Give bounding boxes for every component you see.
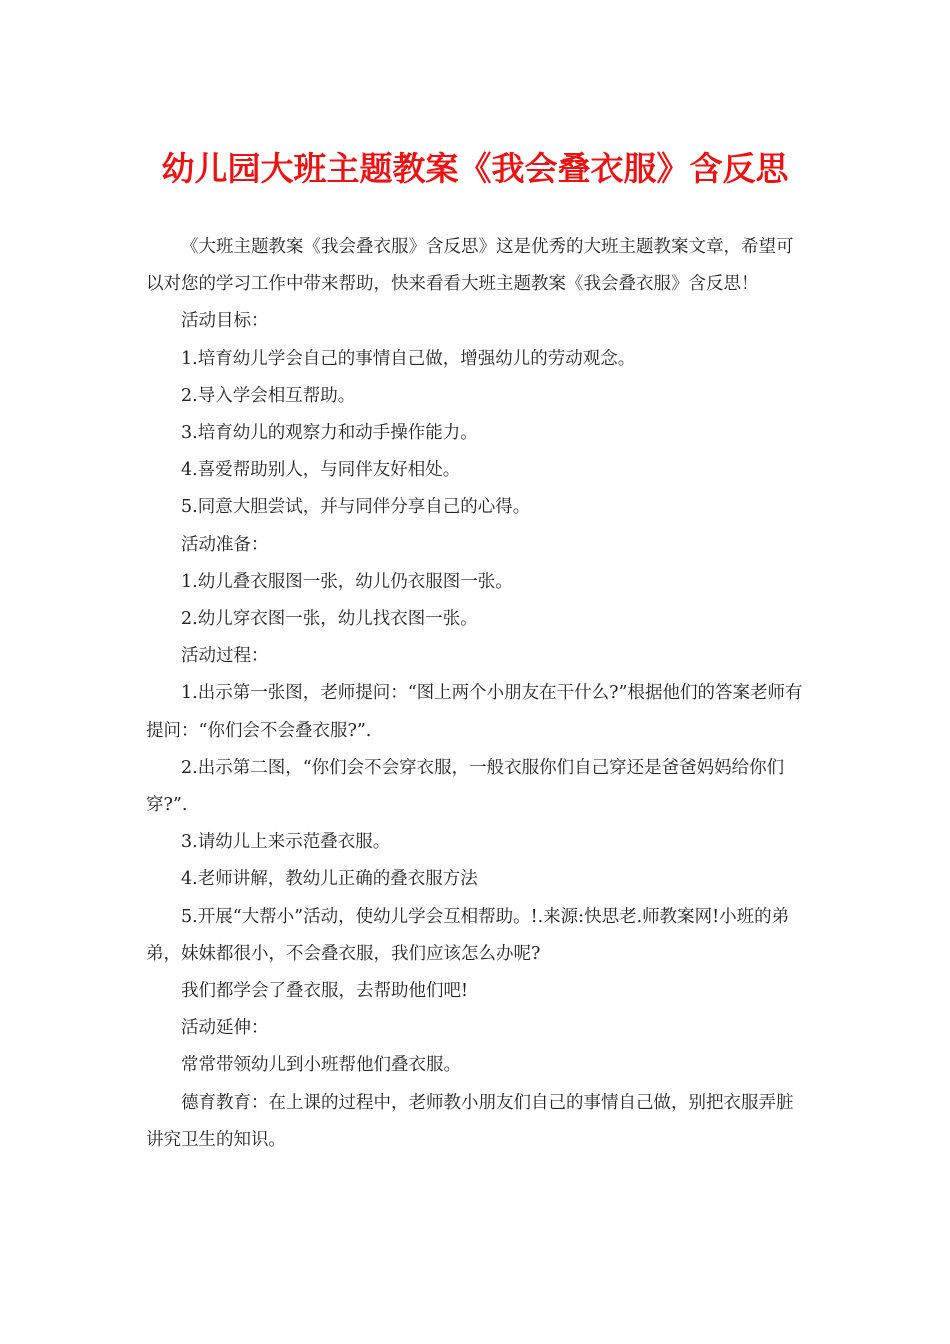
heading-activity-extension: 活动延伸： [181,1018,269,1039]
moral-education-paragraph: 德育教育：在上课的过程中，老师教小朋友们自己的事情自己做，别把衣服弄脏讲究卫生的知识。 [146,1092,794,1150]
goal-item: 1.培育幼儿学会自己的事情自己做，增强幼儿的劳动观念。 [181,348,636,369]
process-item: 4.老师讲解，教幼儿正确的叠衣服方法 [181,869,478,890]
heading-activity-process: 活动过程： [181,646,269,667]
process-item: 1.出示第一张图，老师提问：“图上两个小朋友在干什么?”根据他们的答案老师有提问：“你们会不会叠衣服?”. [146,683,803,741]
paragraph-intro: 《大班主题教案《我会叠衣服》含反思》这是优秀的大班主题教案文章，希望可以对您的学习工作中带来帮助，快来看看大班主题教案《我会叠衣服》含反思！ [146,237,794,295]
goal-item: 4.喜爱帮助别人，与同伴友好相处。 [181,460,461,481]
goal-item: 2.导入学会相互帮助。 [181,385,356,406]
process-item: 3.请幼儿上来示范叠衣服。 [181,832,391,853]
heading-activity-preparation: 活动准备： [181,534,269,555]
process-item: 2.出示第二图，“你们会不会穿衣服，一般衣服你们自己穿还是爸爸妈妈给你们穿?”. [146,757,785,816]
extension-item: 常常带领幼儿到小班帮他们叠衣服。 [181,1055,461,1076]
goal-item: 3.培育幼儿的观察力和动手操作能力。 [181,423,478,444]
process-item: 5.开展“大帮小”活动，使幼儿学会互相帮助。!.来源:快思老.师教案网!小班的弟弟，妹妹都很小，不会叠衣服，我们应该怎么办呢? [146,906,790,964]
heading-activity-goals: 活动目标： [181,311,269,332]
preparation-item: 1.幼儿叠衣服图一张，幼儿仍衣服图一张。 [181,571,513,592]
document-title: 幼儿园大班主题教案《我会叠衣服》含反思 [161,149,789,188]
process-note: 我们都学会了叠衣服，去帮助他们吧! [181,981,469,1002]
document-body [146,229,806,1159]
goal-item: 5.同意大胆尝试，并与同伴分享自己的心得。 [181,497,531,518]
preparation-item: 2.幼儿穿衣图一张，幼儿找衣图一张。 [181,609,478,630]
